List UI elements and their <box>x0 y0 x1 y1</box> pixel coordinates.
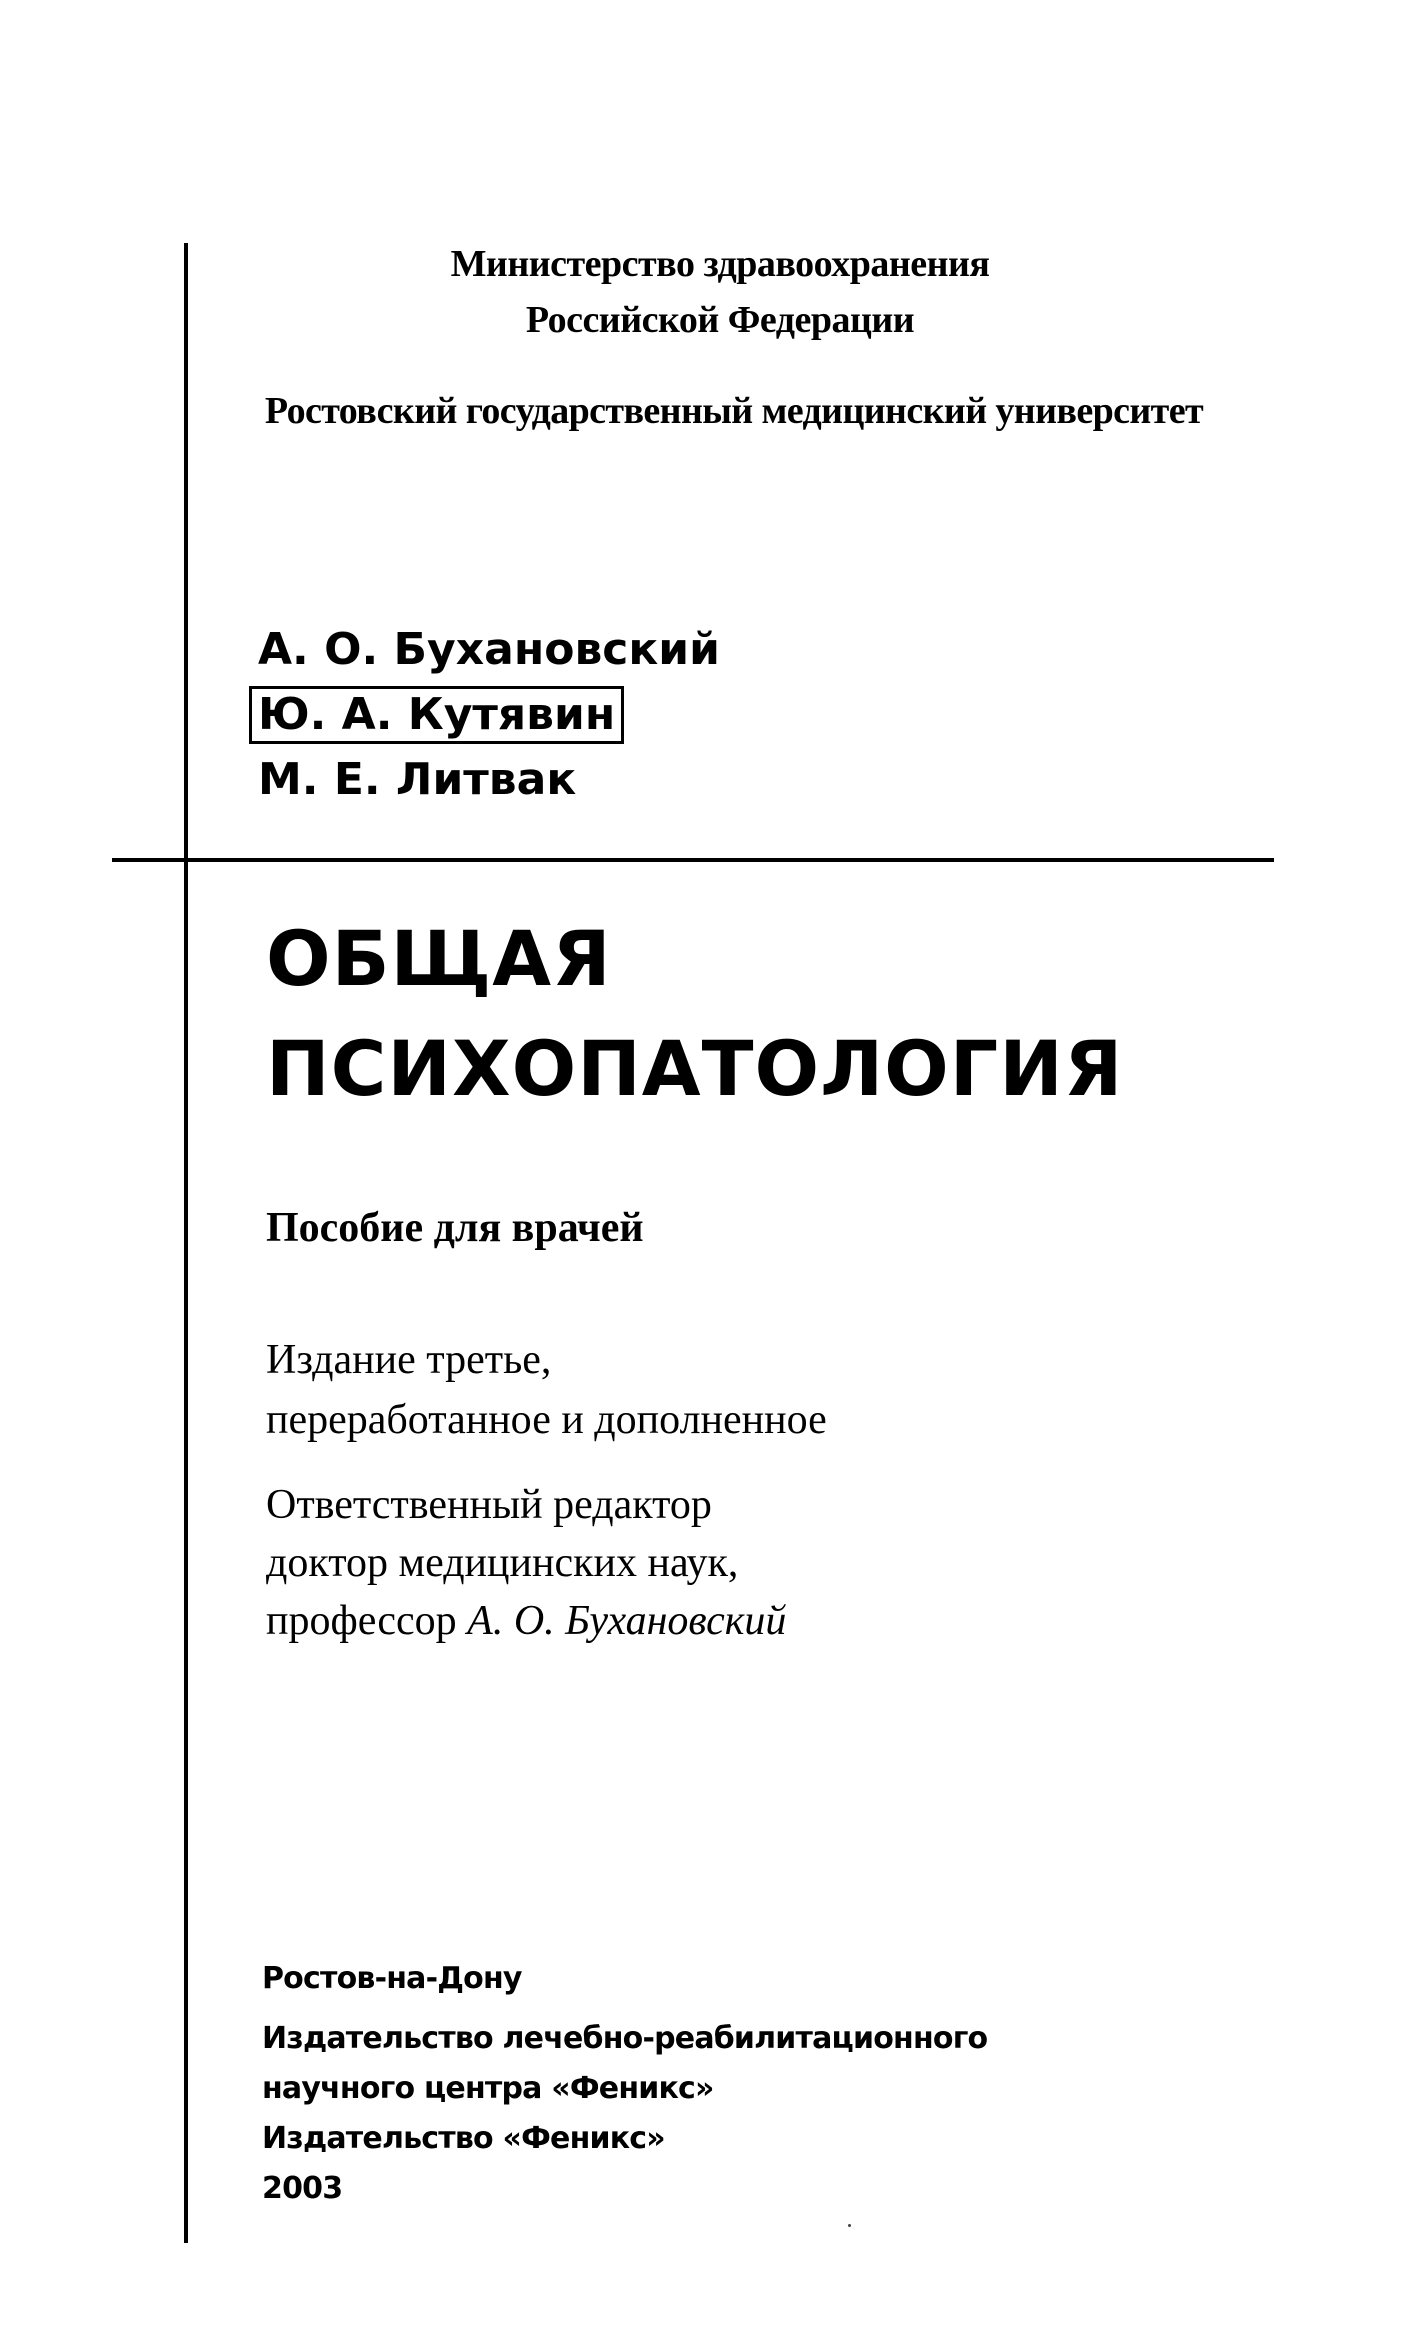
book-title <box>266 904 1123 1124</box>
imprint-year: 2003 <box>262 2171 343 2206</box>
edition-line-2: переработанное и дополненное <box>266 1397 827 1443</box>
author-2-boxed: Ю. А. Кутявин <box>249 686 624 744</box>
imprint-publisher-2: Издательство «Феникс» <box>262 2121 665 2156</box>
ministry-heading <box>440 236 1000 348</box>
title-line-2: ПСИХОПАТОЛОГИЯ <box>266 1024 1124 1113</box>
edition-info <box>266 1330 827 1450</box>
book-subtitle: Пособие для врачей <box>266 1205 644 1251</box>
ministry-line-1: Министерство здравоохранения <box>450 243 990 285</box>
title-line-1: ОБЩАЯ <box>266 914 612 1003</box>
imprint-city: Ростов-на-Дону <box>262 1961 522 1996</box>
editor-title: профессор <box>266 1598 468 1644</box>
horizontal-rule <box>112 858 1274 862</box>
vertical-rule <box>184 243 188 2243</box>
authors-list <box>258 618 720 812</box>
scan-speck <box>848 2224 851 2227</box>
editor-name: А. О. Бухановский <box>467 1598 787 1644</box>
imprint-publisher-1-line-2: научного центра «Феникс» <box>262 2071 714 2106</box>
edition-line-1: Издание третье, <box>266 1337 552 1383</box>
imprint-publisher-1-line-1: Издательство лечебно-реабилитационного <box>262 2021 988 2056</box>
author-1: А. О. Бухановский <box>258 624 720 675</box>
ministry-line-2: Российской Федерации <box>525 299 915 341</box>
editor-line-2: доктор медицинских наук, <box>266 1540 739 1586</box>
author-3: М. Е. Литвак <box>258 754 577 805</box>
imprint <box>262 1954 987 2214</box>
university-name: Ростовский государственный медицинский университет <box>264 390 1204 432</box>
editor-line-1: Ответственный редактор <box>266 1482 712 1528</box>
editor-info <box>266 1476 786 1650</box>
editor-line-3 <box>266 1592 786 1650</box>
